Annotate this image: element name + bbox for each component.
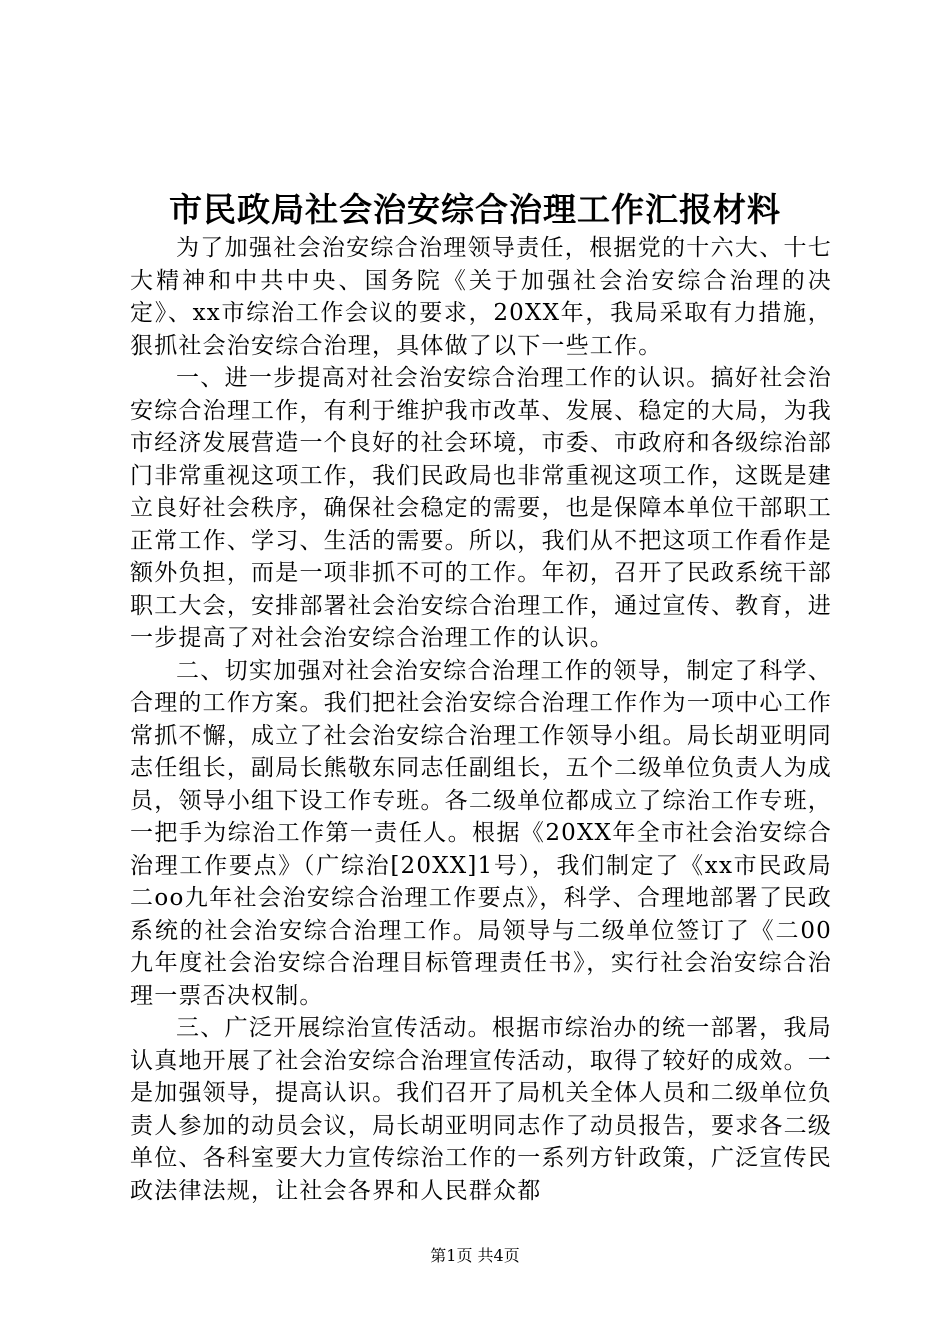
paragraph-section-3: 三、广泛开展综治宣传活动。根据市综治办的统一部署，我局认真地开展了社会治安综合治理宣传活动，取得了较好的成效。一是加强领导，提高认识。我们召开了局机关全体人员和二级单位负责人参加的动员会议，局长胡亚明同志作了动员报告，要求各二级单位、各科室要大力宣传综治工作的一系列方针政策，广泛宣传民政法律法规，让社会各界和人民群众都 (130, 1015, 832, 1204)
paragraph-section-2: 二、切实加强对社会治安综合治理工作的领导，制定了科学、合理的工作方案。我们把社会治安综合治理工作作为一项中心工作常抓不懈，成立了社会治安综合治理工作领导小组。局长胡亚明同志任组长，副局长熊敬东同志任副组长，五个二级单位负责人为成员，领导小组下设工作专班。各二级单位都成立了综治工作专班，一把手为综治工作第一责任人。根据《20XX年全市社会治安综合治理工作要点》（广综治[20XX]1号），我们制定了《xx市民政局二oo九年社会治安综合治理工作要点》，科学、合理地部署了民政系统的社会治安综合治理工作。局领导与二级单位签订了《二00九年度社会治安综合治理目标管理责任书》，实行社会治安综合治理一票否决权制。 (130, 657, 832, 1009)
paragraph-section-1: 一、进一步提高对社会治安综合治理工作的认识。搞好社会治安综合治理工作，有利于维护我市改革、发展、稳定的大局，为我市经济发展营造一个良好的社会环境，市委、市政府和各级综治部门非常重视这项工作，我们民政局也非常重视这项工作，这既是建立良好社会秩序，确保社会稳定的需要，也是保障本单位干部职工正常工作、学习、生活的需要。所以，我们从不把这项工作看作是额外负担，而是一项非抓不可的工作。年初，召开了民政系统干部职工大会，安排部署社会治安综合治理工作，通过宣传、教育，进一步提高了对社会治安综合治理工作的认识。 (130, 365, 832, 651)
document-body (130, 232, 832, 1207)
paragraph-intro: 为了加强社会治安综合治理领导责任，根据党的十六大、十七大精神和中共中央、国务院《关于加强社会治安综合治理的决定》、xx市综治工作会议的要求，20XX年，我局采取有力措施，狠抓社会治安综合治理，具体做了以下一些工作。 (130, 235, 832, 359)
document-title: 市民政局社会治安综合治理工作汇报材料 (169, 190, 781, 229)
page-number-footer: 第1页 共4页 (430, 1246, 520, 1265)
